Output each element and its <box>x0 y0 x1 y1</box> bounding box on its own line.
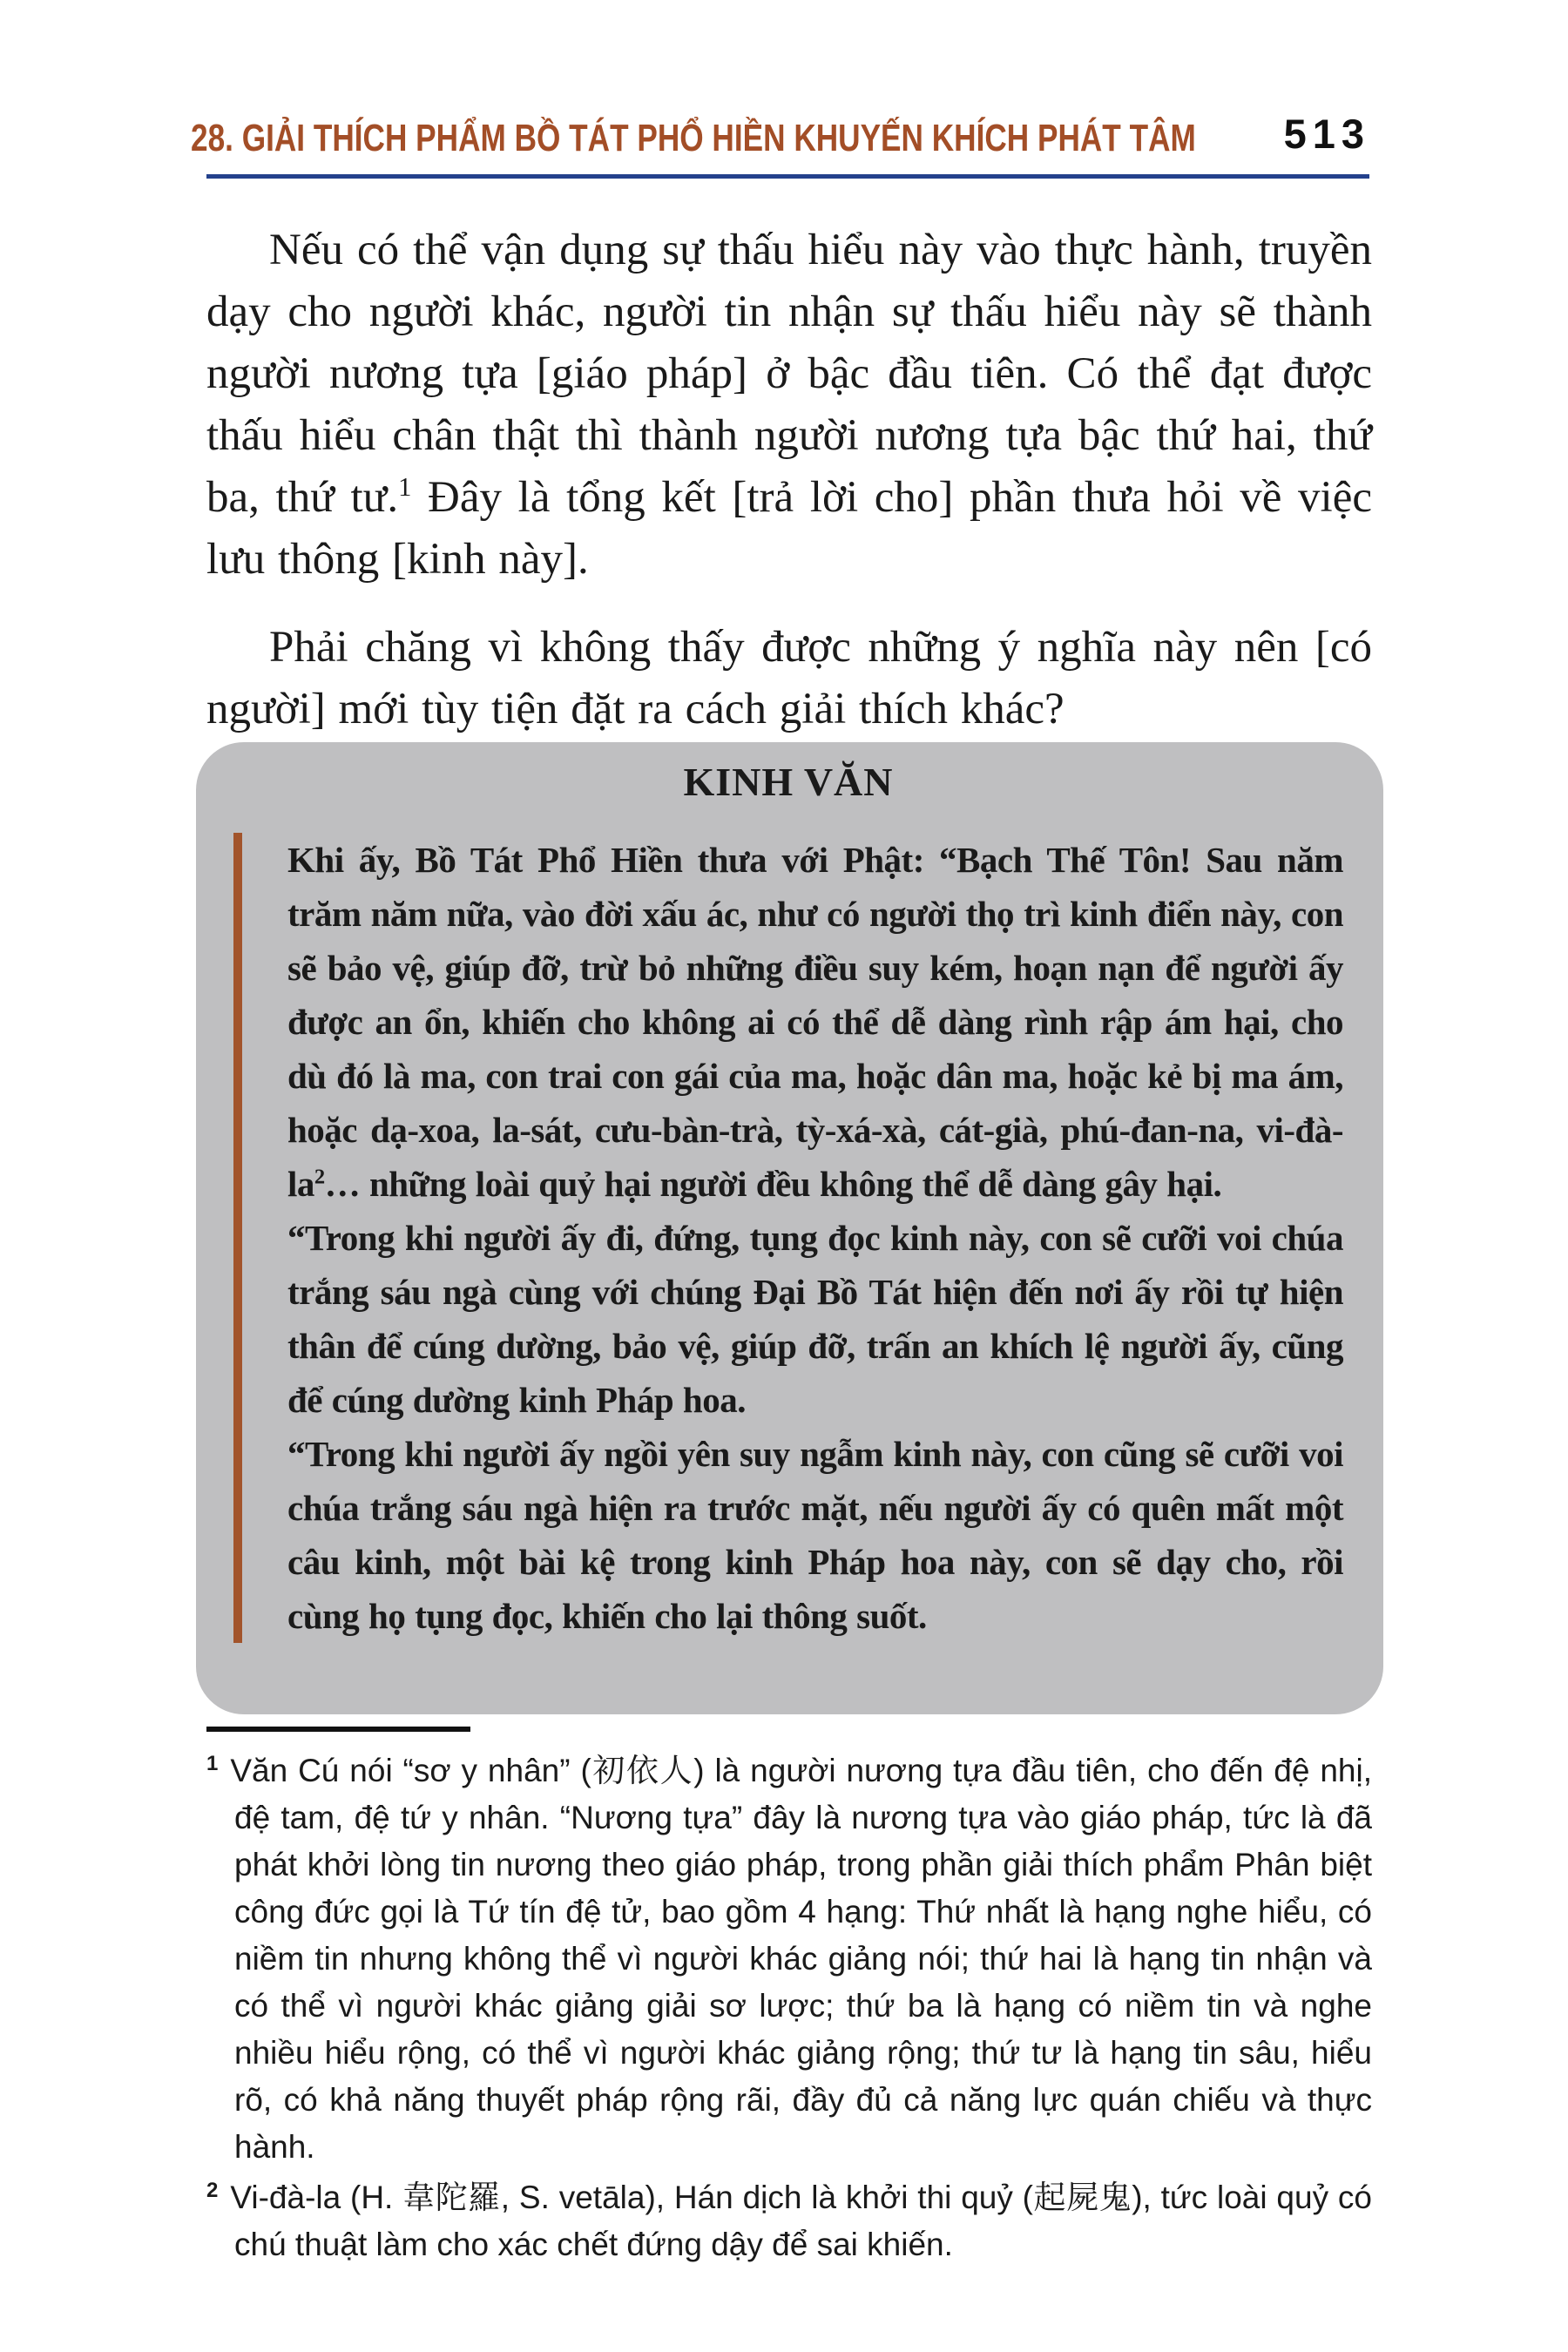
quote-paragraph-1-text: Khi ấy, Bồ Tát Phổ Hiền thưa với Phật: “Bạch Thế Tôn! Sau năm trăm năm nữa, vào đời xấu ác, như có người thọ trì kinh điển này, con sẽ bảo vệ, giúp đỡ, trừ bỏ những điều suy kém, hoạn nạn để người ấy được an ổn, khiến cho không ai có thể dễ dàng rình rập ám hại, cho dù đó là ma, con trai con gái của ma, hoặc dân ma, hoặc kẻ bị ma ám, hoặc dạ-xoa, la-sát, cưu-bàn-trà, tỳ-xá-xà, cát-già, phú-đan-na, vi-đà-la <box>287 840 1343 1204</box>
kinh-van-quote <box>233 833 1343 1643</box>
footnote-ref-2: 2 <box>314 1165 325 1189</box>
body-paragraph-2: Phải chăng vì không thấy được những ý nghĩa này nên [có người] mới tùy tiện đặt ra cách giải thích khác? <box>206 623 1372 733</box>
footnote-1 <box>206 1747 1372 2171</box>
body-paragraph-1 <box>206 220 1372 591</box>
chapter-title: 28. GIẢI THÍCH PHẨM BỒ TÁT PHỔ HIỀN KHUYẾN KHÍCH PHÁT TÂM <box>191 117 1196 159</box>
page-number: 513 <box>1283 111 1370 157</box>
quote-paragraph-1 <box>287 833 1343 1211</box>
footnote-2-marker: 2 <box>206 2178 219 2202</box>
footnotes <box>206 1747 1372 2268</box>
quote-paragraph-3: “Trong khi người ấy ngồi yên suy ngẫm kinh này, con cũng sẽ cưỡi voi chúa trắng sáu ngà hiện ra trước mặt, nếu người ấy có quên mất một câu kinh, một bài kệ trong kinh Pháp hoa này, con sẽ dạy cho, rồi cùng họ tụng đọc, khiến cho lại thông suốt. <box>287 1434 1343 1636</box>
kinh-van-title: KINH VĂN <box>683 760 894 804</box>
footnote-ref-1: 1 <box>398 472 412 502</box>
footnote-2-text: Vi-đà-la (H. 韋陀羅, S. vetāla), Hán dịch là khởi thi quỷ (起屍鬼), tức loài quỷ có chú thuật làm cho xác chết đứng dậy để sai khiến. <box>230 2180 1372 2262</box>
footnote-separator <box>206 1727 470 1732</box>
quote-paragraph-1-continuation: … những loài quỷ hại người đều không thể dễ dàng gây hại. <box>324 1164 1222 1204</box>
page-header <box>191 103 1372 181</box>
kinh-van-box <box>196 742 1383 1714</box>
body-text <box>206 220 1372 740</box>
quote-paragraph-2: “Trong khi người ấy đi, đứng, tụng đọc kinh này, con sẽ cưỡi voi chúa trắng sáu ngà cùng với chúng Đại Bồ Tát hiện đến nơi ấy rồi tự hiện thân để cúng dường, bảo vệ, giúp đỡ, trấn an khích lệ người ấy, cũng để cúng dường kinh Pháp hoa. <box>287 1218 1343 1420</box>
footnote-1-marker: 1 <box>206 1751 219 1775</box>
header-rule <box>206 174 1369 179</box>
body-paragraph-1-continuation: Đây là tổng kết [trả lời cho] phần thưa hỏi về việc lưu thông [kinh này]. <box>206 473 1373 584</box>
body-paragraph-1-text: Nếu có thể vận dụng sự thấu hiểu này vào thực hành, truyền dạy cho người khác, người tin nhận sự thấu hiểu này sẽ thành người nương tựa [giáo pháp] ở bậc đầu tiên. Có thể đạt được thấu hiểu chân thật thì thành người nương tựa bậc thứ hai, thứ ba, thứ tư. <box>206 226 1372 522</box>
footnote-2 <box>206 2174 1372 2268</box>
footnote-1-text: Văn Cú nói “sơ y nhân” (初依人) là người nương tựa đầu tiên, cho đến đệ nhị, đệ tam, đệ tứ y nhân. “Nương tựa” đây là nương tựa vào giáo pháp, tức là đã phát khởi lòng tin nương theo giáo pháp, trong phần giải thích phẩm Phân biệt công đức gọi là Tứ tín đệ tử, bao gồm 4 hạng: Thứ nhất là hạng nghe hiểu, có niềm tin nhưng không thể vì người khác giảng nói; thứ hai là hạng tin nhận và có thể vì người khác giảng giải sơ lược; thứ ba là hạng có niềm tin và nghe nhiều hiểu rộng, có thể vì người khác giảng rộng; thứ tư là hạng tin sâu, hiểu rõ, có khả năng thuyết pháp rộng rãi, đầy đủ cả năng lực quán chiếu và thực hành. <box>230 1753 1372 2165</box>
